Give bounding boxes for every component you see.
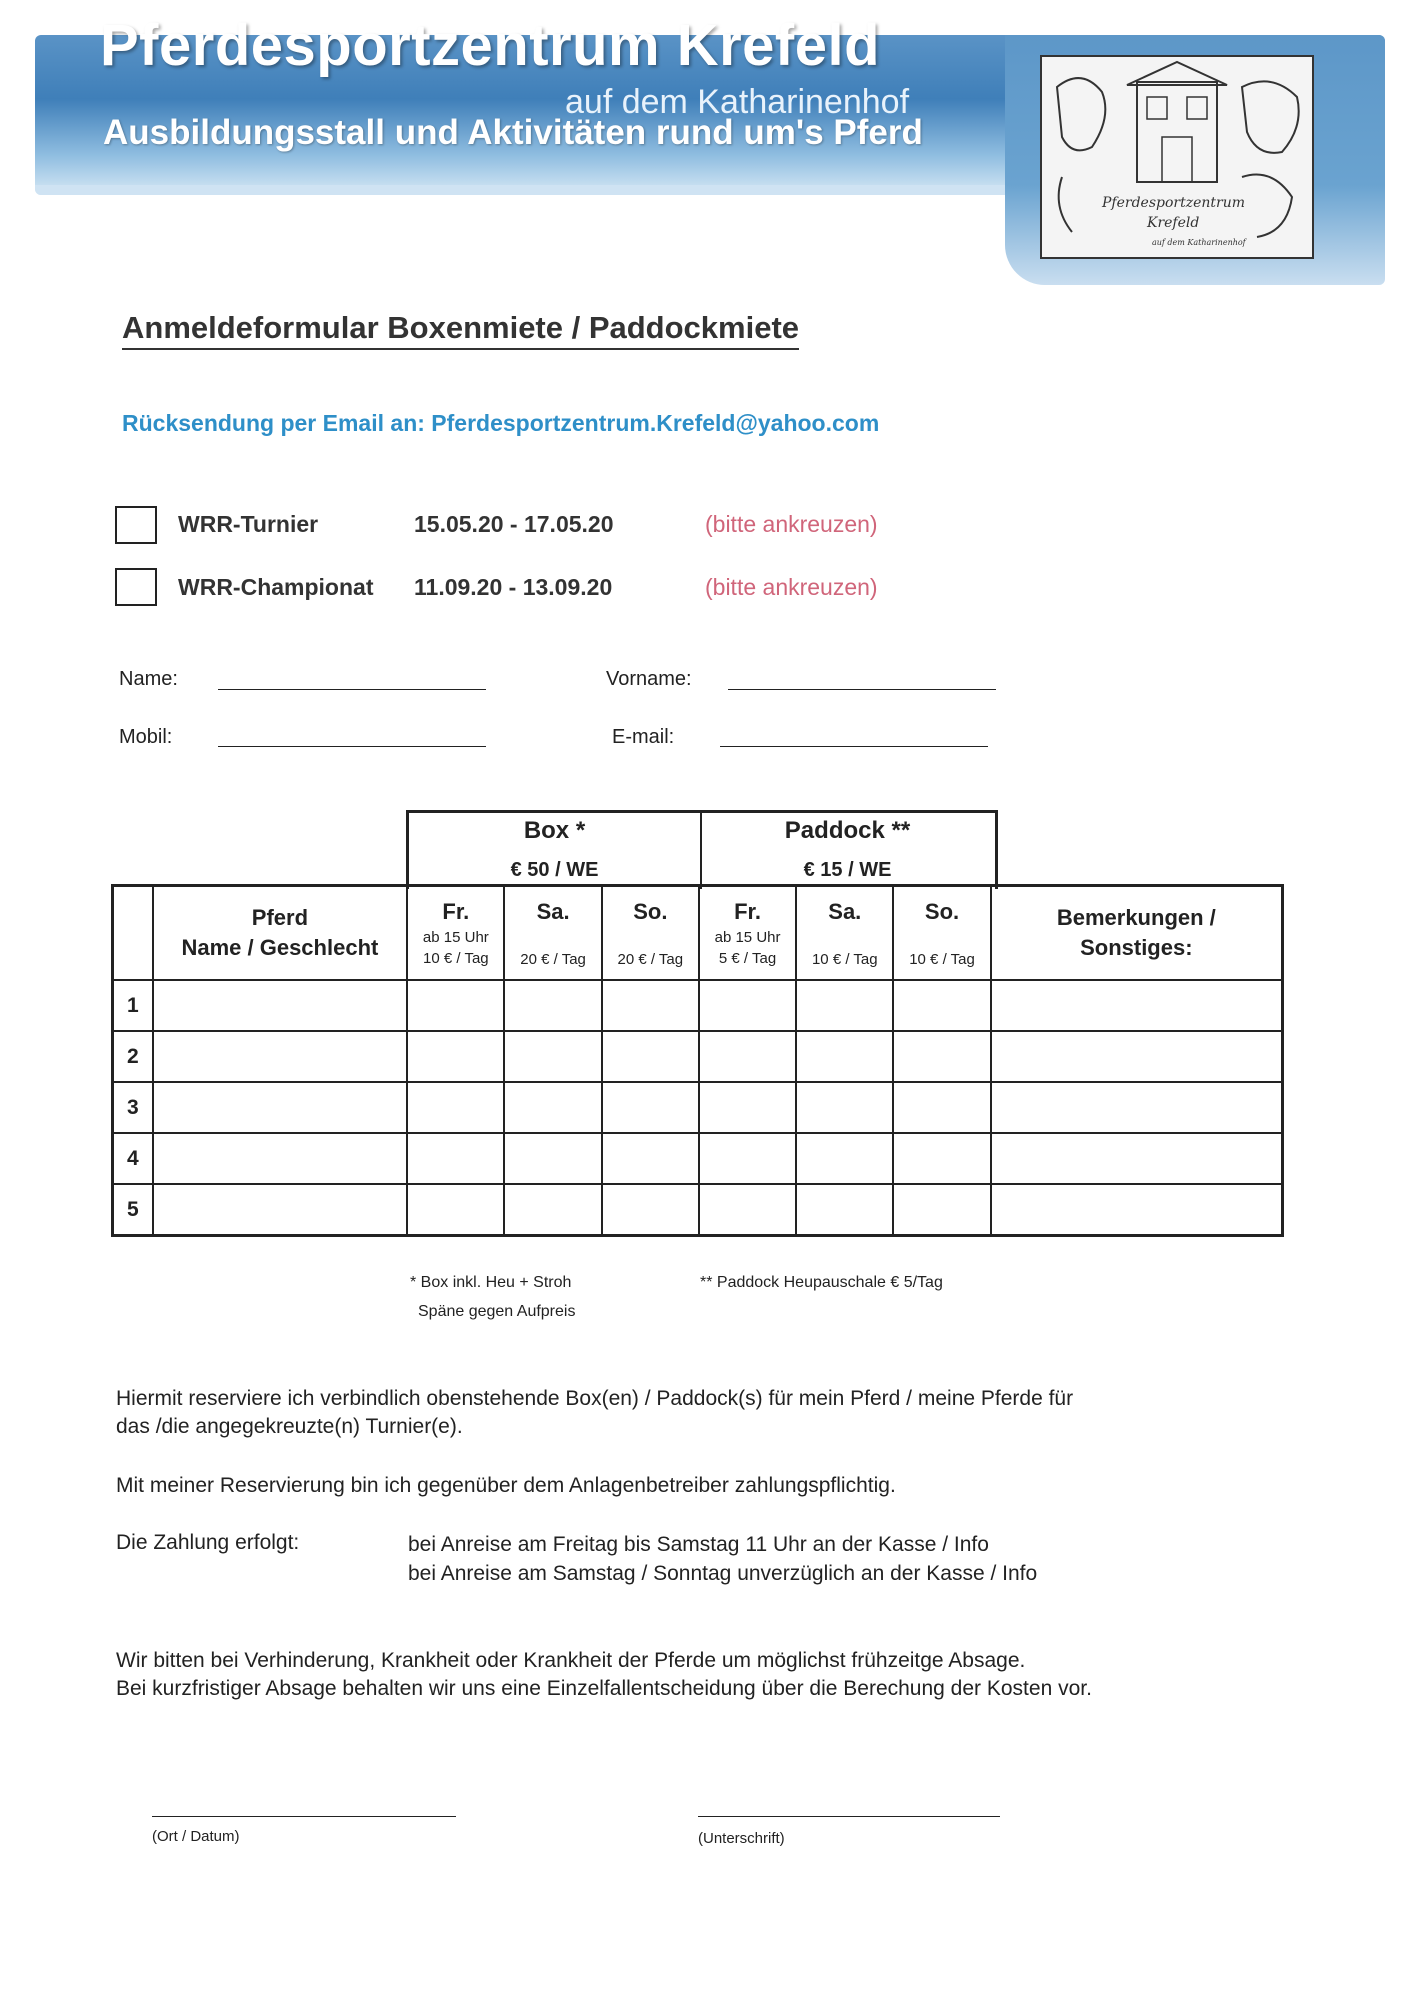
paddock-so-cell[interactable] xyxy=(893,1133,990,1184)
email-label: E-mail: xyxy=(612,726,675,748)
paddock-so-cell[interactable] xyxy=(893,1082,990,1133)
horse-header-line2: Name / Geschlecht xyxy=(181,935,379,960)
box-so-cell[interactable] xyxy=(602,1031,699,1082)
paddock-so-header xyxy=(893,886,990,981)
event-1-dates: 15.05.20 - 17.05.20 xyxy=(414,511,614,537)
box-sa-cell[interactable] xyxy=(504,1082,601,1133)
table-row xyxy=(113,1031,1283,1082)
table-row xyxy=(113,1082,1283,1133)
paddock-so-cell[interactable] xyxy=(893,1031,990,1082)
box-so-cell[interactable] xyxy=(602,1082,699,1133)
payment-option-1: bei Anreise am Freitag bis Samstag 11 Uhr an der Kasse / Info xyxy=(408,1533,989,1556)
paddock-sa-cell[interactable] xyxy=(796,980,893,1031)
paddock-sa-cell[interactable] xyxy=(796,1031,893,1082)
event-1-checkbox[interactable] xyxy=(115,506,157,544)
row-number: 5 xyxy=(113,1184,153,1236)
box-so-cell[interactable] xyxy=(602,1184,699,1236)
signature-label: (Unterschrift) xyxy=(698,1830,785,1847)
booking-table xyxy=(111,884,1284,1237)
box-group-title: Box * xyxy=(523,817,586,844)
place-date-field[interactable] xyxy=(152,1816,456,1817)
paddock-so-cell[interactable] xyxy=(893,980,990,1031)
remarks-header-line2: Sonstiges: xyxy=(1080,935,1193,960)
box-fr-header xyxy=(407,886,504,981)
table-row xyxy=(113,1184,1283,1236)
name-label: Name: xyxy=(119,668,178,690)
paddock-so-cell[interactable] xyxy=(893,1184,990,1236)
paddock-fr-day: Fr. xyxy=(734,899,761,924)
payment-obligation-text: Mit meiner Reservierung bin ich gegenüber dem Anlagenbetreiber zahlungspflichtig. xyxy=(116,1474,896,1497)
box-fr-price: 10 € / Tag xyxy=(423,950,489,967)
box-so-price: 20 € / Tag xyxy=(617,950,684,968)
row-number-header xyxy=(113,886,153,981)
remarks-cell[interactable] xyxy=(991,1031,1283,1082)
payment-label: Die Zahlung erfolgt: xyxy=(116,1531,300,1554)
box-fr-cell[interactable] xyxy=(407,1184,504,1236)
box-sa-day: Sa. xyxy=(536,898,570,924)
remarks-header-line1: Bemerkungen / xyxy=(1056,905,1216,930)
paddock-sa-cell[interactable] xyxy=(796,1082,893,1133)
event-1-name: WRR-Turnier xyxy=(178,511,319,537)
stable-sketch-icon xyxy=(1042,57,1312,257)
box-sa-header xyxy=(504,886,601,981)
name-field[interactable] xyxy=(218,689,486,690)
table-header-row xyxy=(113,886,1283,981)
brand-subtitle: auf dem Katharinenhof xyxy=(565,83,910,121)
event-2-hint: (bitte ankreuzen) xyxy=(705,574,878,600)
brand-tagline: Ausbildungsstall und Aktivitäten rund um's Pferd xyxy=(103,113,923,152)
email-field[interactable] xyxy=(720,746,988,747)
horse-cell[interactable] xyxy=(153,1133,408,1184)
paddock-sa-day: Sa. xyxy=(828,898,862,924)
box-fr-cell[interactable] xyxy=(407,1082,504,1133)
paddock-fr-cell[interactable] xyxy=(699,1133,796,1184)
box-footnote-1: * Box inkl. Heu + Stroh xyxy=(410,1274,572,1291)
paddock-sa-header xyxy=(796,886,893,981)
paddock-fr-header xyxy=(699,886,796,981)
reservation-text-line1: Hiermit reserviere ich verbindlich obenstehende Box(en) / Paddock(s) für mein Pferd / meine Pferde für xyxy=(116,1387,1074,1410)
brand-title: Pferdesportzentrum Krefeld xyxy=(100,13,881,78)
mobil-field[interactable] xyxy=(218,746,486,747)
horse-cell[interactable] xyxy=(153,980,408,1031)
paddock-fr-cell[interactable] xyxy=(699,980,796,1031)
cancellation-text-line1: Wir bitten bei Verhinderung, Krankheit oder Krankheit der Pferde um möglichst frühzeitge Absage. xyxy=(116,1649,1026,1672)
vorname-field[interactable] xyxy=(728,689,996,690)
paddock-so-day: So. xyxy=(924,898,960,924)
box-sa-price: 20 € / Tag xyxy=(520,950,586,968)
paddock-sa-cell[interactable] xyxy=(796,1133,893,1184)
box-sa-cell[interactable] xyxy=(504,1133,601,1184)
mobil-label: Mobil: xyxy=(119,726,173,748)
table-group-header xyxy=(406,810,998,889)
form-title: Anmeldeformular Boxenmiete / Paddockmiete xyxy=(122,310,799,350)
box-group-price: € 50 / WE xyxy=(510,859,599,881)
box-sa-time xyxy=(505,929,600,947)
event-2-name: WRR-Championat xyxy=(178,574,374,600)
signature-field[interactable] xyxy=(698,1816,1000,1817)
row-number: 4 xyxy=(113,1133,153,1184)
box-so-day: So. xyxy=(633,898,668,924)
row-number: 3 xyxy=(113,1082,153,1133)
box-sa-cell[interactable] xyxy=(504,980,601,1031)
logo-drawing xyxy=(1040,55,1314,259)
paddock-so-price: 10 € / Tag xyxy=(909,950,975,968)
box-footnote-2: Späne gegen Aufpreis xyxy=(418,1303,576,1320)
reservation-text-line2: das /die angegekreuzte(n) Turnier(e). xyxy=(116,1415,463,1438)
paddock-footnote: ** Paddock Heupauschale € 5/Tag xyxy=(700,1274,943,1291)
paddock-fr-cell[interactable] xyxy=(699,1082,796,1133)
remarks-cell[interactable] xyxy=(991,1133,1283,1184)
event-2-checkbox[interactable] xyxy=(115,568,157,606)
table-row xyxy=(113,980,1283,1031)
cancellation-text-line2: Bei kurzfristiger Absage behalten wir uns eine Einzelfallentscheidung über die Berechung der Kosten vor. xyxy=(116,1677,1092,1700)
place-date-label: (Ort / Datum) xyxy=(152,1828,240,1845)
box-fr-cell[interactable] xyxy=(407,1031,504,1082)
table-row xyxy=(113,1133,1283,1184)
paddock-fr-price: 5 € / Tag xyxy=(718,950,777,967)
paddock-sa-cell[interactable] xyxy=(796,1184,893,1236)
remarks-cell[interactable] xyxy=(991,980,1283,1031)
box-sa-cell[interactable] xyxy=(504,1184,601,1236)
box-fr-cell[interactable] xyxy=(407,1133,504,1184)
remarks-header xyxy=(991,886,1283,981)
box-so-cell[interactable] xyxy=(602,1133,699,1184)
box-so-cell[interactable] xyxy=(602,980,699,1031)
box-sa-cell[interactable] xyxy=(504,1031,601,1082)
paddock-group-price: € 15 / WE xyxy=(803,859,892,881)
remarks-cell[interactable] xyxy=(991,1184,1283,1236)
remarks-cell[interactable] xyxy=(991,1082,1283,1133)
svg-text:Krefeld: Krefeld xyxy=(1147,215,1200,231)
paddock-so-time xyxy=(894,929,989,947)
horse-header-line1: Pferd xyxy=(251,905,309,930)
paddock-sa-price: 10 € / Tag xyxy=(811,950,878,968)
box-fr-day: Fr. xyxy=(442,899,470,924)
paddock-sa-time xyxy=(797,929,892,947)
event-2-dates: 11.09.20 - 13.09.20 xyxy=(414,574,613,600)
paddock-group-title: Paddock ** xyxy=(784,817,911,844)
horse-header xyxy=(153,886,408,981)
paddock-fr-cell[interactable] xyxy=(699,1184,796,1236)
paddock-fr-cell[interactable] xyxy=(699,1031,796,1082)
horse-cell[interactable] xyxy=(153,1184,408,1236)
box-fr-time: ab 15 Uhr xyxy=(422,929,489,946)
return-email-line[interactable]: Rücksendung per Email an: Pferdesportzentrum.Krefeld@yahoo.com xyxy=(122,410,880,436)
box-so-time xyxy=(603,929,698,947)
svg-text:auf dem Katharinenhof: auf dem Katharinenhof xyxy=(1152,238,1246,247)
row-number: 1 xyxy=(113,980,153,1031)
row-number: 2 xyxy=(113,1031,153,1082)
horse-cell[interactable] xyxy=(153,1082,408,1133)
horse-cell[interactable] xyxy=(153,1031,408,1082)
vorname-label: Vorname: xyxy=(606,668,692,690)
box-fr-cell[interactable] xyxy=(407,980,504,1031)
paddock-fr-time: ab 15 Uhr xyxy=(714,929,781,946)
svg-text:Pferdesportzentrum: Pferdesportzentrum xyxy=(1102,195,1246,211)
payment-option-2: bei Anreise am Samstag / Sonntag unverzüglich an der Kasse / Info xyxy=(408,1562,1038,1585)
event-1-hint: (bitte ankreuzen) xyxy=(705,511,878,537)
box-so-header xyxy=(602,886,699,981)
